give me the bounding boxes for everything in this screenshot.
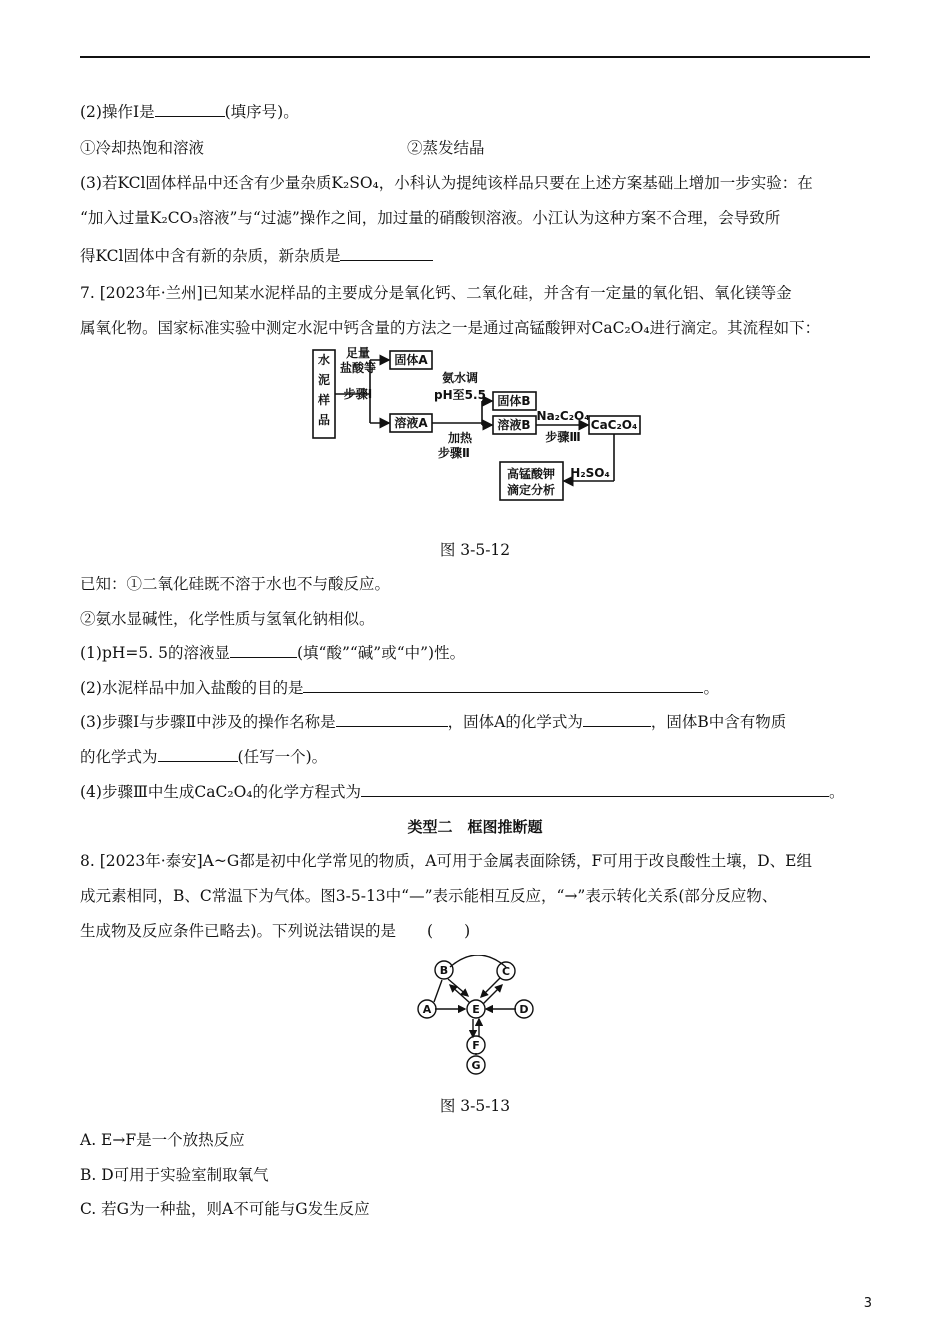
header-rule <box>80 56 870 58</box>
step2-reagent-line2: pH至5.5 <box>434 388 486 402</box>
start-char-4: 品 <box>317 413 331 427</box>
edge-b-c <box>450 955 506 967</box>
step3-label: 步骤Ⅲ <box>545 430 581 444</box>
answer-blank[interactable] <box>336 712 448 727</box>
answer-blank[interactable] <box>583 712 651 727</box>
na2c2o4-reagent: Na₂C₂O₄ <box>536 409 590 423</box>
q8-stem-line1: 8. [2023年·泰安]A~G都是初中化学常见的物质，A可用于金属表面除锈，F可用于改良酸性土壤，D、E组 <box>80 852 812 870</box>
step2-label: 步骤Ⅱ <box>438 446 470 460</box>
answer-blank[interactable] <box>361 782 829 797</box>
answer-blank[interactable] <box>230 643 297 658</box>
q7-part3-continued: 的化学式为 (任写一个)。 <box>80 748 328 766</box>
q8-option-b[interactable]: B. D可用于实验室制取氧气 <box>80 1166 269 1184</box>
edge-b-e <box>448 979 468 996</box>
solution-b-label: 溶液B <box>497 418 531 432</box>
q8-option-a[interactable]: A. E→F是一个放热反应 <box>80 1131 245 1149</box>
page-number: 3 <box>863 1296 872 1311</box>
node-f-label: F <box>472 1039 480 1052</box>
answer-blank[interactable] <box>155 102 225 117</box>
edge-e-c <box>483 985 502 1004</box>
q7-part2: (2)水泥样品中加入盐酸的目的是 。 <box>80 679 719 697</box>
figure-caption-3-5-13: 图 3-5-13 <box>439 1097 511 1115</box>
q8-option-c[interactable]: C. 若G为一种盐，则A不可能与G发生反应 <box>80 1200 370 1218</box>
q7-known-1: 已知：①二氧化硅既不溶于水也不与酸反应。 <box>80 575 391 593</box>
start-char-1: 水 <box>317 353 331 367</box>
node-c-label: C <box>501 965 511 978</box>
analysis-line1: 高锰酸钾 <box>506 467 556 481</box>
inference-diagram <box>410 955 540 1081</box>
node-e-label: E <box>472 1003 480 1016</box>
answer-blank[interactable] <box>303 678 703 693</box>
q7-part4: (4)步骤Ⅲ中生成CaC₂O₄的化学方程式为 。 <box>80 783 845 801</box>
answer-blank[interactable] <box>340 246 433 261</box>
q8-stem-line2: 成元素相同，B、C常温下为气体。图3-5-13中“—”表示能相互反应，“→”表示转化关系(部分反应物、 <box>80 887 778 905</box>
cac2o4-label: CaC₂O₄ <box>590 418 638 432</box>
section-title: 类型二 框图推断题 <box>407 818 543 836</box>
q6-part2: (2)操作Ⅰ是 (填序号)。 <box>80 103 299 121</box>
step2-reagent-line1: 氨水调 <box>441 371 479 385</box>
q6-option-2: ②蒸发结晶 <box>407 139 485 157</box>
step1-reagent-line2: 盐酸等 <box>339 361 377 375</box>
solid-a-label: 固体A <box>394 353 428 367</box>
q7-stem-line1: 7. [2023年·兰州]已知某水泥样品的主要成分是氧化钙、二氧化硅，并含有一定量的氧化铝、氧化镁等金 <box>80 284 792 302</box>
h2so4-reagent: H₂SO₄ <box>570 466 610 480</box>
q6-part3-line2: “加入过量K₂CO₃溶液”与“过滤”操作之间，加过量的硝酸钡溶液。小江认为这种方案不合理，会导致所 <box>80 209 781 227</box>
node-d-label: D <box>519 1003 529 1016</box>
flowchart-figure <box>300 344 680 506</box>
edge-c-e <box>481 978 500 997</box>
start-char-3: 样 <box>317 393 331 407</box>
q7-part1: (1)pH=5. 5的溶液显 (填“酸”“碱”或“中”)性。 <box>80 644 466 662</box>
solution-a-label: 溶液A <box>394 416 428 430</box>
q6-part3-line3: 得KCl固体中含有新的杂质，新杂质是 <box>80 246 433 266</box>
q6-option-1: ①冷却热饱和溶液 <box>80 139 205 157</box>
q8-stem-line3: 生成物及反应条件已略去)。下列说法错误的是 ( ) <box>80 922 471 940</box>
step2-condition: 加热 <box>447 431 473 445</box>
q7-known-2: ②氨水显碱性，化学性质与氢氧化钠相似。 <box>80 610 375 628</box>
q6-part3-line1: (3)若KCl固体样品中还含有少量杂质K₂SO₄，小科认为提纯该样品只要在上述方案基础上增加一步实验：在 <box>80 174 813 192</box>
node-a-label: A <box>422 1003 432 1016</box>
answer-blank[interactable] <box>158 747 238 762</box>
step1-label: 步骤Ⅰ <box>343 387 373 401</box>
edge-a-b <box>434 980 442 1002</box>
step1-reagent-line1: 足量 <box>345 346 371 360</box>
node-b-label: B <box>439 964 449 977</box>
figure-caption-3-5-12: 图 3-5-12 <box>439 541 511 559</box>
analysis-line2: 滴定分析 <box>506 483 556 497</box>
q7-part3: (3)步骤Ⅰ与步骤Ⅱ中涉及的操作名称是 ，固体A的化学式为 ，固体B中含有物质 <box>80 713 787 731</box>
solid-b-label: 固体B <box>497 394 531 408</box>
edge-e-b <box>450 985 470 1003</box>
start-char-2: 泥 <box>317 373 331 387</box>
q7-stem-line2: 属氧化物。国家标准实验中测定水泥中钙含量的方法之一是通过高锰酸钾对CaC₂O₄进行滴定。其流程如下： <box>80 319 821 337</box>
node-g-label: G <box>471 1059 481 1072</box>
